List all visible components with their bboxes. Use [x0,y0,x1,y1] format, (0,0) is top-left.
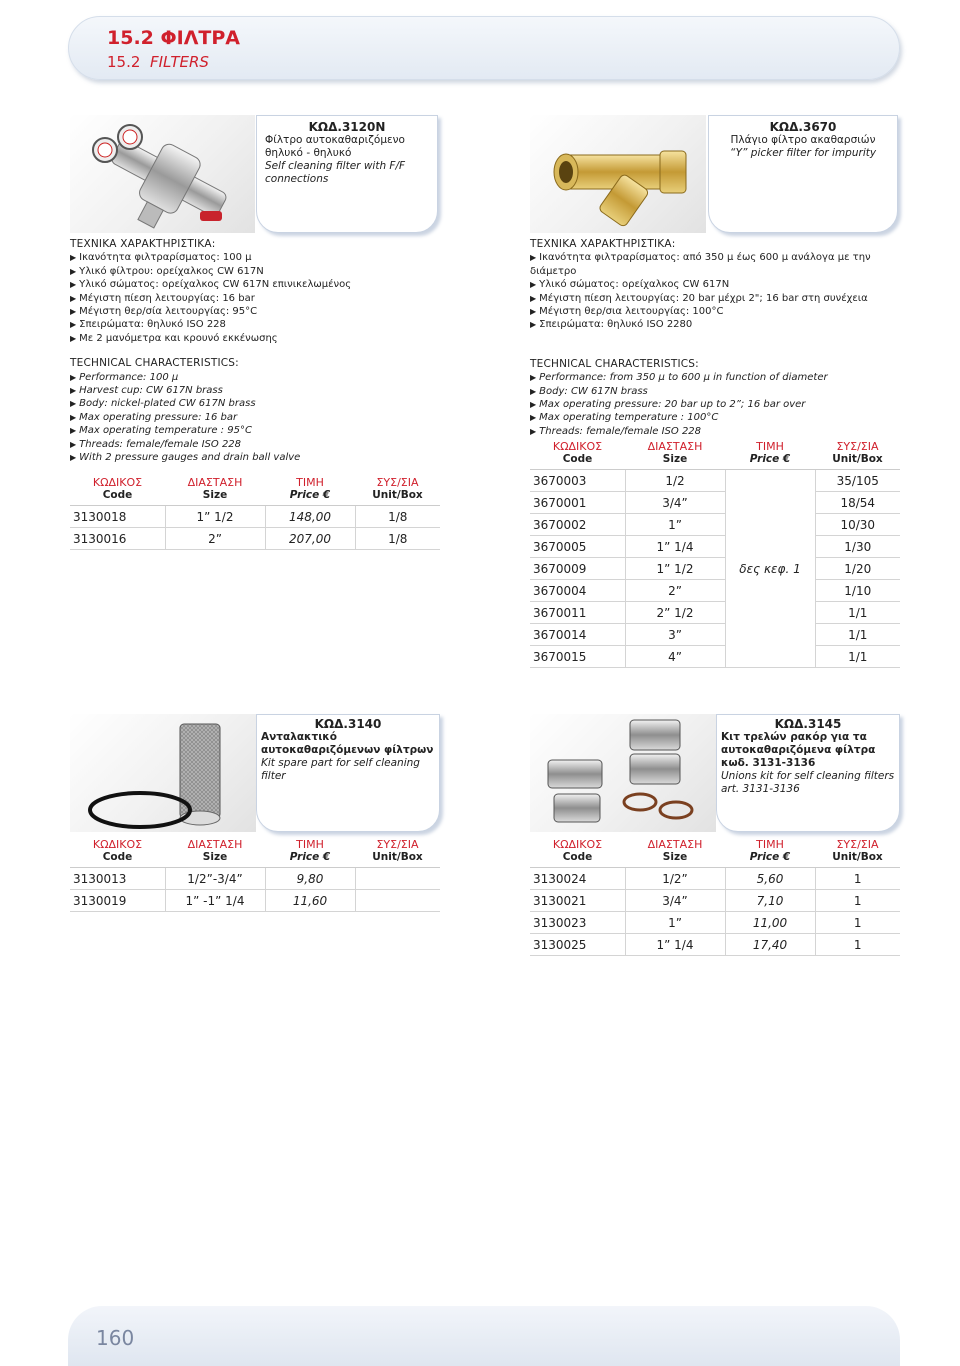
spec-item: ▶ Σπειρώματα: θηλυκό ISO 228 [70,318,440,331]
col-code-greek: ΚΩΔΙΚΟΣ [92,838,143,851]
spec-item: ▶ Body: nickel-plated CW 617N brass [70,397,440,410]
cell-size: 1” 1/4 [625,934,725,956]
col-code-greek: ΚΩΔΙΚΟΣ [92,476,143,489]
product-3145-photo [530,714,716,832]
cell-unit: 1 [815,890,900,912]
col-size-english: Size [662,851,688,863]
spec-item: ▶ Performance: 100 μ [70,371,440,384]
col-code-greek: ΚΩΔΙΚΟΣ [552,440,603,453]
table-row [530,624,900,646]
spec-item: ▶ Με 2 μανόμετρα και κρουνό εκκένωσης [70,332,440,345]
table-row [530,514,900,536]
col-price-english: Price € [289,489,331,501]
spec-item: ▶ Μέγιστη θερ/σια λειτουργίας: 100°C [530,305,900,318]
cell-size: 1/2 [625,470,725,492]
cell-price: 5,60 [725,868,815,890]
filter-cartridge-icon [70,714,256,832]
cell-size: 4” [625,646,725,668]
cell-unit: 1/20 [815,558,900,580]
cell-code: 3670009 [530,558,625,580]
col-size-greek: ΔΙΑΣΤΑΣΗ [647,838,703,851]
col-unit-greek: ΣΥΣ/ΣΙΑ [836,838,879,851]
col-unit-greek: ΣΥΣ/ΣΙΑ [376,838,419,851]
col-unit-english: Unit/Box [832,453,883,465]
cell-unit: 10/30 [815,514,900,536]
product-3120-specs [70,238,440,465]
spec-item: ▶ Threads: female/female ISO 228 [530,425,900,438]
cell-size: 2” [625,580,725,602]
spec-item: ▶ Body: CW 617N brass [530,385,900,398]
table-row [530,558,900,580]
spec-item: ▶ Harvest cup: CW 617N brass [70,384,440,397]
cell-code: 3670002 [530,514,625,536]
cell-unit: 1 [815,934,900,956]
page-number: 160 [96,1326,135,1350]
col-unit-greek: ΣΥΣ/ΣΙΑ [836,440,879,453]
section-header [68,16,900,80]
cell-unit: 1/1 [815,646,900,668]
product-3145-infobox [716,714,900,832]
product-3120-code: ΚΩΔ.3120Ν [308,120,386,134]
cell-size: 1” [625,912,725,934]
table-row [530,492,900,514]
spec-item: ▶ Υλικό σώματος: ορείχαλκος CW 617N επινικελωμένος [70,278,440,291]
col-price-english: Price € [749,851,791,863]
cell-code: 3670015 [530,646,625,668]
spec-item: ▶ Ικανότητα φιλτραρίσματος: από 350 μ έως 600 μ ανάλογα με την διάμετρο [530,251,900,278]
table-row [530,602,900,624]
cell-size: 3/4” [625,492,725,514]
specs-greek-heading: ΤΕΧΝΙΚΑ ΧΑΡΑΚΤΗΡΙΣΤΙΚΑ: [530,238,676,250]
col-code-english: Code [102,489,133,501]
cell-code: 3670005 [530,536,625,558]
cell-unit: 1/8 [355,528,440,550]
cell-unit: 1/10 [815,580,900,602]
col-price-english: Price € [749,453,791,465]
col-size-english: Size [202,489,228,501]
table-row [530,470,900,492]
product-3670-specs [530,238,900,438]
cell-unit [355,890,440,912]
product-3140-table [70,836,440,912]
spec-item: ▶ Max operating pressure: 16 bar [70,411,440,424]
col-size-greek: ΔΙΑΣΤΑΣΗ [187,838,243,851]
page-footer [68,1306,900,1366]
table-row [70,528,440,550]
specs-english-heading: TECHNICAL CHARACTERISTICS: [530,357,699,370]
col-size-english: Size [662,453,688,465]
cell-unit: 18/54 [815,492,900,514]
spec-item: ▶ Max operating temperature : 100°C [530,411,900,424]
cell-unit: 1/1 [815,602,900,624]
spec-item: ▶ Threads: female/female ISO 228 [70,438,440,451]
specs-greek-heading: ΤΕΧΝΙΚΑ ΧΑΡΑΚΤΗΡΙΣΤΙΚΑ: [70,238,216,250]
cell-price: 11,00 [725,912,815,934]
product-3140-photo [70,714,256,832]
cell-size: 2” [165,528,265,550]
cell-size: 3” [625,624,725,646]
cell-price: 148,00 [265,506,355,528]
col-unit-english: Unit/Box [372,489,423,501]
cell-code: 3670001 [530,492,625,514]
product-3140-code: ΚΩΔ.3140 [314,717,382,731]
cell-price: 17,40 [725,934,815,956]
cell-code: 3130016 [70,528,165,550]
spec-item: ▶ Μέγιστη πίεση λειτουργίας: 20 bar μέχρι 2"; 16 bar στη συνέχεια [530,292,900,305]
product-3670-infobox [708,115,898,233]
cell-unit [355,868,440,890]
col-size-greek: ΔΙΑΣΤΑΣΗ [647,440,703,453]
self-cleaning-filter-icon [70,115,255,233]
col-price-greek: ΤΙΜΗ [296,838,324,851]
table-row [530,890,900,912]
cell-price: 207,00 [265,528,355,550]
col-size-greek: ΔΙΑΣΤΑΣΗ [187,476,243,489]
col-code-greek: ΚΩΔΙΚΟΣ [552,838,603,851]
cell-size: 1/2”-3/4” [165,868,265,890]
section-title-english [107,53,209,71]
cell-code: 3130018 [70,506,165,528]
col-price-greek: ΤΙΜΗ [296,476,324,489]
cell-code: 3670014 [530,624,625,646]
cell-code: 3130024 [530,868,625,890]
product-3145-desc-greek: Κιτ τρελών ρακόρ για τα αυτοκαθαριζόμενα φίλτρα κωδ. 3131-3136 [721,731,876,769]
cell-size: 1” 1/2 [625,558,725,580]
spec-item: ▶ Ικανότητα φιλτραρίσματος: 100 μ [70,251,440,264]
cell-price-note: δες κεφ. 1 [725,470,815,668]
spec-item: ▶ With 2 pressure gauges and drain ball valve [70,451,440,464]
spec-item: ▶ Max operating pressure: 20 bar up to 2”; 16 bar over [530,398,900,411]
product-3670-desc-english: “Y” picker filter for impurity [729,147,877,159]
cell-size: 1” [625,514,725,536]
product-3120-infobox [256,115,438,233]
cell-code: 3130023 [530,912,625,934]
cell-size: 1” 1/4 [625,536,725,558]
cell-unit: 1/30 [815,536,900,558]
table-row [70,506,440,528]
col-price-greek: ΤΙΜΗ [756,838,784,851]
table-row [530,912,900,934]
table-row [70,868,440,890]
product-3120-desc-english: Self cleaning filter with F/F connections [265,160,406,185]
section-number: 15.2 [107,53,141,71]
product-3120-photo [70,115,255,233]
product-3145-code: ΚΩΔ.3145 [774,717,842,731]
product-3140-infobox [256,714,440,832]
product-3145-table [530,836,900,956]
cell-size: 1/2” [625,868,725,890]
product-3120-desc-greek: Φίλτρο αυτοκαθαριζόμενο θηλυκό - θηλυκό [265,134,405,159]
cell-unit: 1/8 [355,506,440,528]
table-row [530,934,900,956]
section-title-english-text: FILTERS [149,53,209,71]
specs-english-heading: TECHNICAL CHARACTERISTICS: [70,357,239,370]
col-code-english: Code [102,851,133,863]
cell-size: 3/4” [625,890,725,912]
col-size-english: Size [202,851,228,863]
cell-code: 3670004 [530,580,625,602]
cell-code: 3130025 [530,934,625,956]
col-code-english: Code [562,453,593,465]
cell-price: 11,60 [265,890,355,912]
section-title-greek: 15.2 ΦΙΛΤΡΑ [107,27,241,49]
union-fittings-icon [530,714,716,832]
col-unit-english: Unit/Box [832,851,883,863]
cell-unit: 1/1 [815,624,900,646]
product-3140-desc-english: Kit spare part for self cleaning filter [261,757,420,782]
cell-code: 3670011 [530,602,625,624]
cell-code: 3670003 [530,470,625,492]
cell-size: 1” -1” 1/4 [165,890,265,912]
product-3670-photo [530,115,706,233]
col-price-english: Price € [289,851,331,863]
product-3120-table [70,474,440,550]
col-price-greek: ΤΙΜΗ [756,440,784,453]
cell-price: 7,10 [725,890,815,912]
product-3670-code: ΚΩΔ.3670 [769,120,837,134]
cell-size: 1” 1/2 [165,506,265,528]
spec-item: ▶ Μέγιστη θερ/σία λειτουργίας: 95°C [70,305,440,318]
table-row [530,646,900,668]
spec-item: ▶ Υλικό φίλτρου: ορείχαλκος CW 617N [70,265,440,278]
table-row [530,536,900,558]
spec-item: ▶ Max operating temperature : 95°C [70,424,440,437]
cell-unit: 1 [815,868,900,890]
cell-unit: 1 [815,912,900,934]
table-row [530,868,900,890]
col-unit-english: Unit/Box [372,851,423,863]
cell-code: 3130021 [530,890,625,912]
product-3145-desc-english: Unions kit for self cleaning filters art. 3131-3136 [721,770,895,795]
table-row [530,580,900,602]
cell-code: 3130013 [70,868,165,890]
col-code-english: Code [562,851,593,863]
product-3670-table [530,438,900,668]
spec-item: ▶ Μέγιστη πίεση λειτουργίας: 16 bar [70,292,440,305]
cell-unit: 35/105 [815,470,900,492]
y-strainer-icon [530,115,706,233]
product-3140-desc-greek: Ανταλακτικό αυτοκαθαριζόμενων φίλτρων [261,731,434,756]
cell-size: 2” 1/2 [625,602,725,624]
spec-item: ▶ Υλικό σώματος: ορείχαλκος CW 617N [530,278,900,291]
col-unit-greek: ΣΥΣ/ΣΙΑ [376,476,419,489]
cell-code: 3130019 [70,890,165,912]
product-3670-desc-greek: Πλάγιο φίλτρο ακαθαρσιών [730,134,876,146]
spec-item: ▶ Σπειρώματα: θηλυκό ISO 2280 [530,318,900,331]
cell-price: 9,80 [265,868,355,890]
spec-item: ▶ Performance: from 350 μ to 600 μ in function of diameter [530,371,900,384]
table-row [70,890,440,912]
